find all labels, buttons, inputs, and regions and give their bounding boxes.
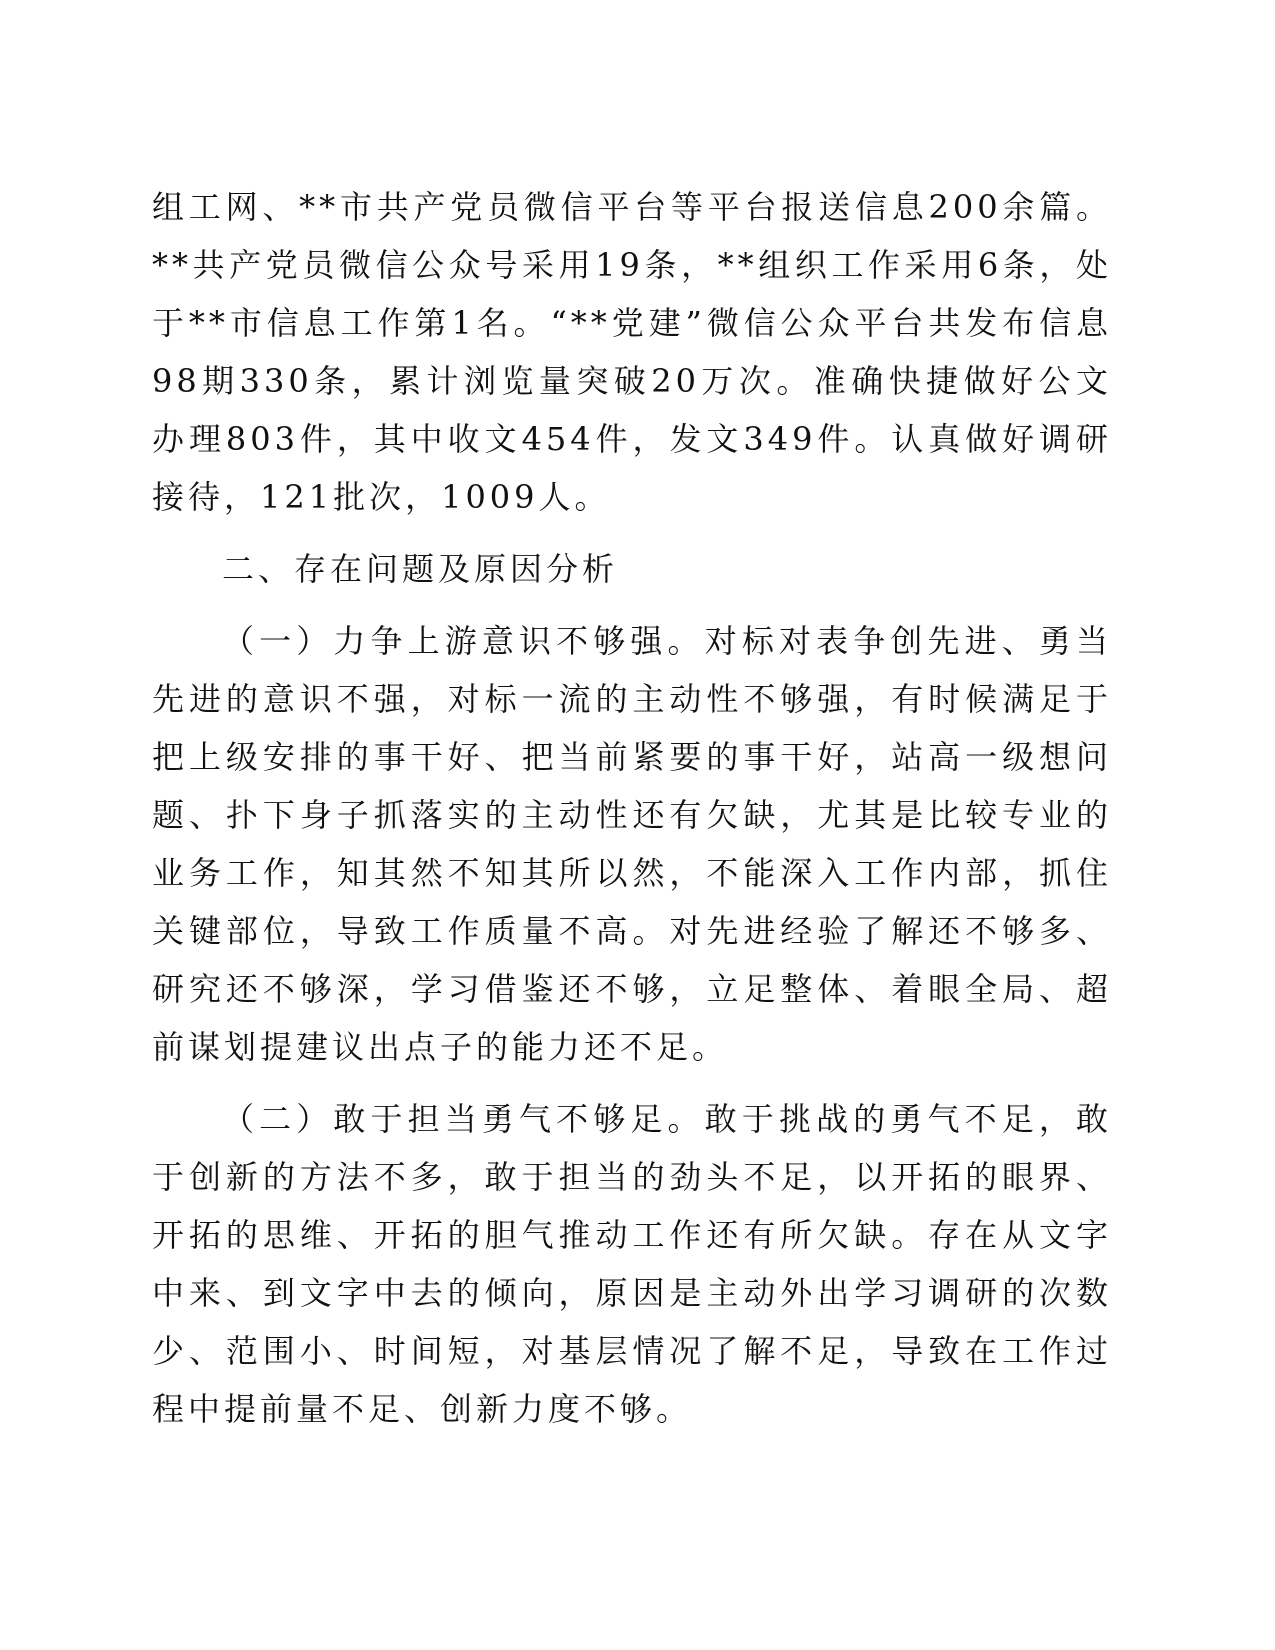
paragraph-gap [152, 526, 1112, 540]
paragraph-gap [152, 1076, 1112, 1090]
paragraph-gap [152, 598, 1112, 612]
paragraph-statistics: 组工网、**市共产党员微信平台等平台报送信息200余篇。**共产党员微信公众号采用19条，**组织工作采用6条，处于**市信息工作第1名。“**党建”微信公众平台共发布信息98期330条，累计浏览量突破20万次。准确快捷做好公文办理803件，其中收文454件，发文349件。认真做好调研接待，121批次，1009人。 [152, 188, 1112, 516]
document-body [152, 178, 1112, 1438]
paragraph-issue-one: （一）力争上游意识不够强。对标对表争创先进、勇当先进的意识不强，对标一流的主动性不够强，有时候满足于把上级安排的事干好、把当前紧要的事干好，站高一级想问题、扑下身子抓落实的主动性还有欠缺，尤其是比较专业的业务工作，知其然不知其所以然，不能深入工作内部，抓住关键部位，导致工作质量不高。对先进经验了解还不够多、研究还不够深，学习借鉴还不够，立足整体、着眼全局、超前谋划提建议出点子的能力还不足。 [152, 622, 1112, 1066]
section-heading: 二、存在问题及原因分析 [222, 550, 619, 588]
paragraph-issue-two: （二）敢于担当勇气不够足。敢于挑战的勇气不足，敢于创新的方法不多，敢于担当的劲头不足，以开拓的眼界、开拓的思维、开拓的胆气推动工作还有所欠缺。存在从文字中来、到文字中去的倾向，原因是主动外出学习调研的次数少、范围小、时间短，对基层情况了解不足，导致在工作过程中提前量不足、创新力度不够。 [152, 1100, 1112, 1428]
